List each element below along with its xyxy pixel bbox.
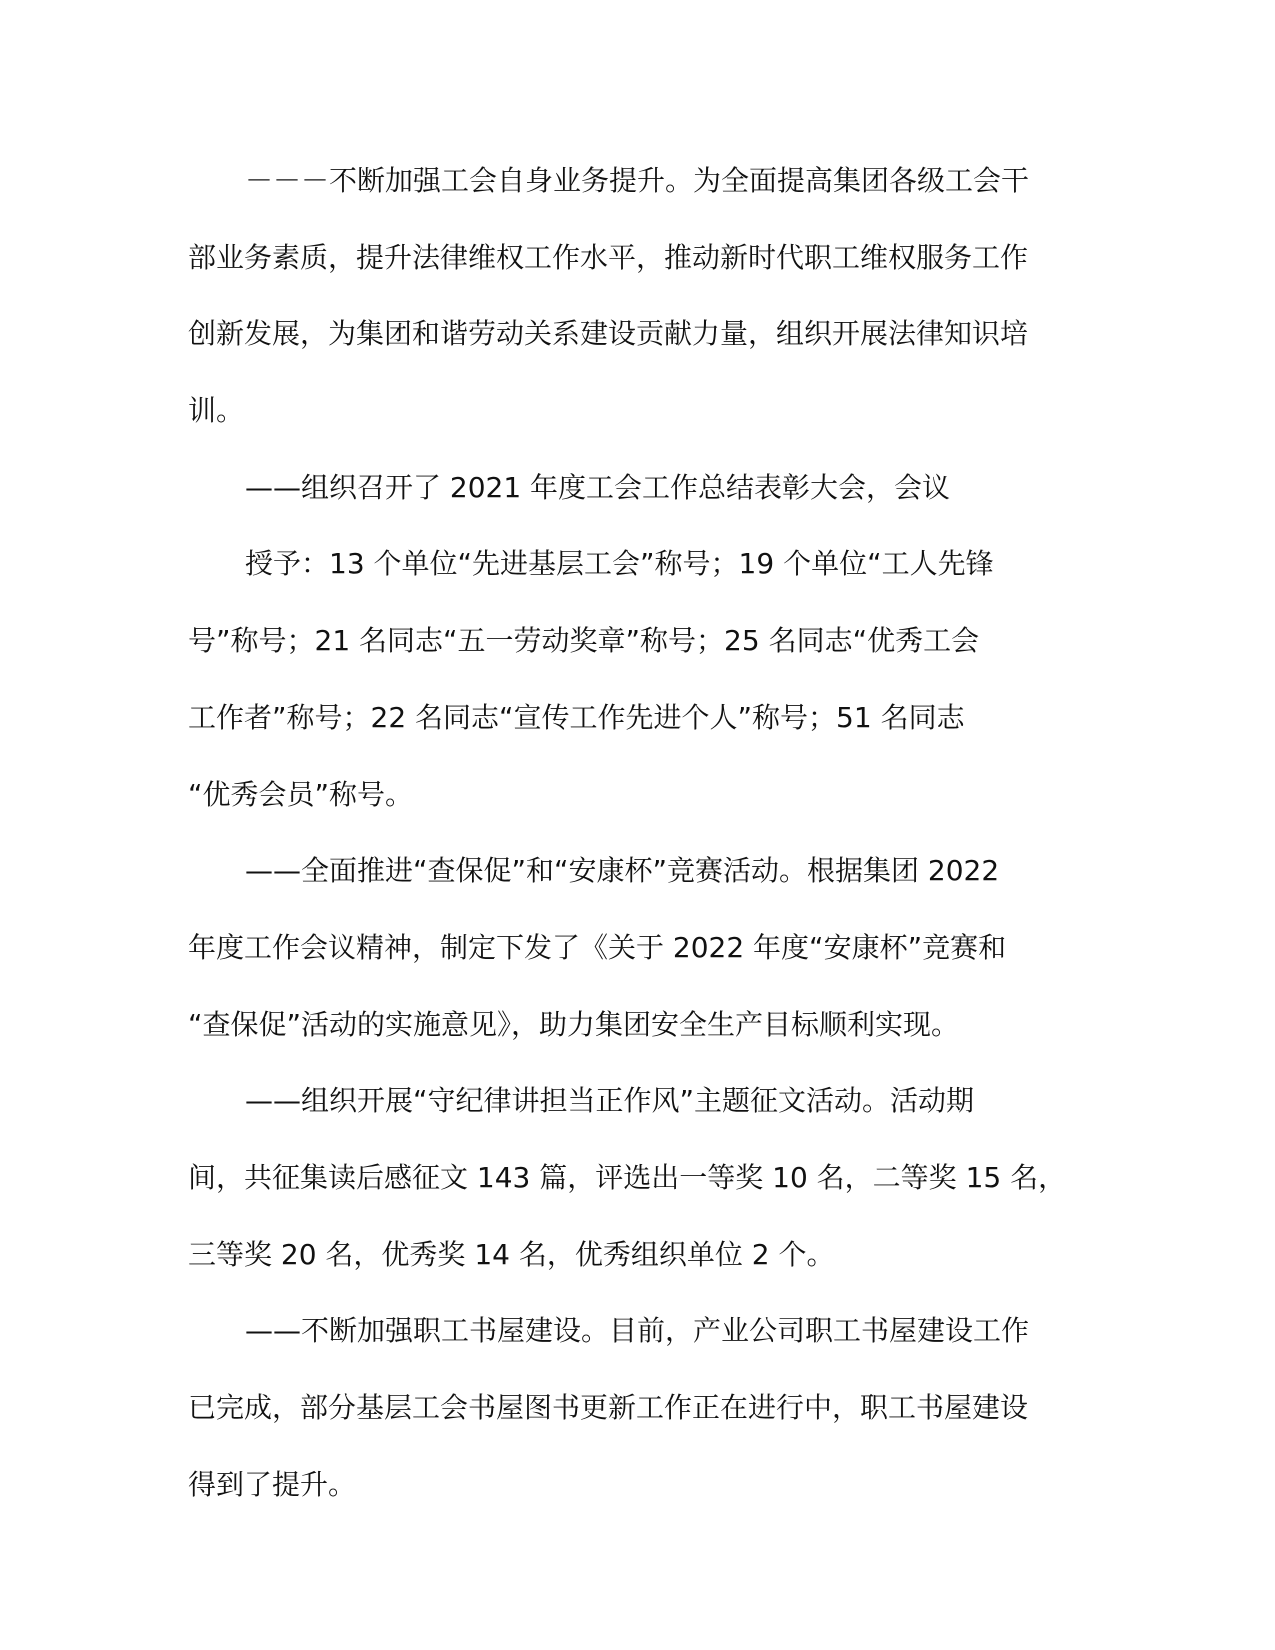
body-text (188, 143, 1088, 1523)
text-line: 间，共征集读后感征文 143 篇，评选出一等奖 10 名，二等奖 15 名， (188, 1160, 1067, 1194)
text-line: ——不断加强职工书屋建设。目前，产业公司职工书屋建设工作 (245, 1314, 1030, 1348)
text-line: ——组织开展“守纪律讲担当正作风”主题征文活动。活动期 (245, 1084, 975, 1118)
text-line: 得到了提升。 (188, 1467, 357, 1501)
text-line: 三等奖 20 名，优秀奖 14 名，优秀组织单位 2 个。 (188, 1237, 835, 1271)
text-line: 授予：13 个单位“先进基层工会”称号；19 个单位“工人先锋 (245, 547, 994, 581)
text-line: 已完成，部分基层工会书屋图书更新工作正在进行中，职工书屋建设 (188, 1391, 1029, 1424)
text-line: 号”称号；21 名同志“五一劳动奖章”称号；25 名同志“优秀工会 (188, 624, 980, 658)
text-line: 训。 (188, 394, 245, 428)
text-line: 工作者”称号；22 名同志“宣传工作先进个人”称号；51 名同志 (188, 700, 965, 734)
text-line: 年度工作会议精神，制定下发了《关于 2022 年度“安康杯”竞赛和 (188, 930, 1007, 964)
text-line: ——组织召开了 2021 年度工会工作总结表彰大会，会议 (245, 470, 951, 504)
text-line: “优秀会员”称号。 (188, 777, 414, 811)
text-line: “查保促”活动的实施意见》，助力集团安全生产目标顺利实现。 (188, 1007, 960, 1041)
text-line: 创新发展，为集团和谐劳动关系建设贡献力量，组织开展法律知识培 (188, 317, 1029, 351)
text-line: －－－不断加强工会自身业务提升。为全面提高集团各级工会干 (245, 164, 1030, 197)
text-line: 部业务素质，提升法律维权工作水平，推动新时代职工维权服务工作 (188, 240, 1029, 274)
text-line: ——全面推进“查保促”和“安康杯”竞赛活动。根据集团 2022 (245, 854, 1000, 888)
